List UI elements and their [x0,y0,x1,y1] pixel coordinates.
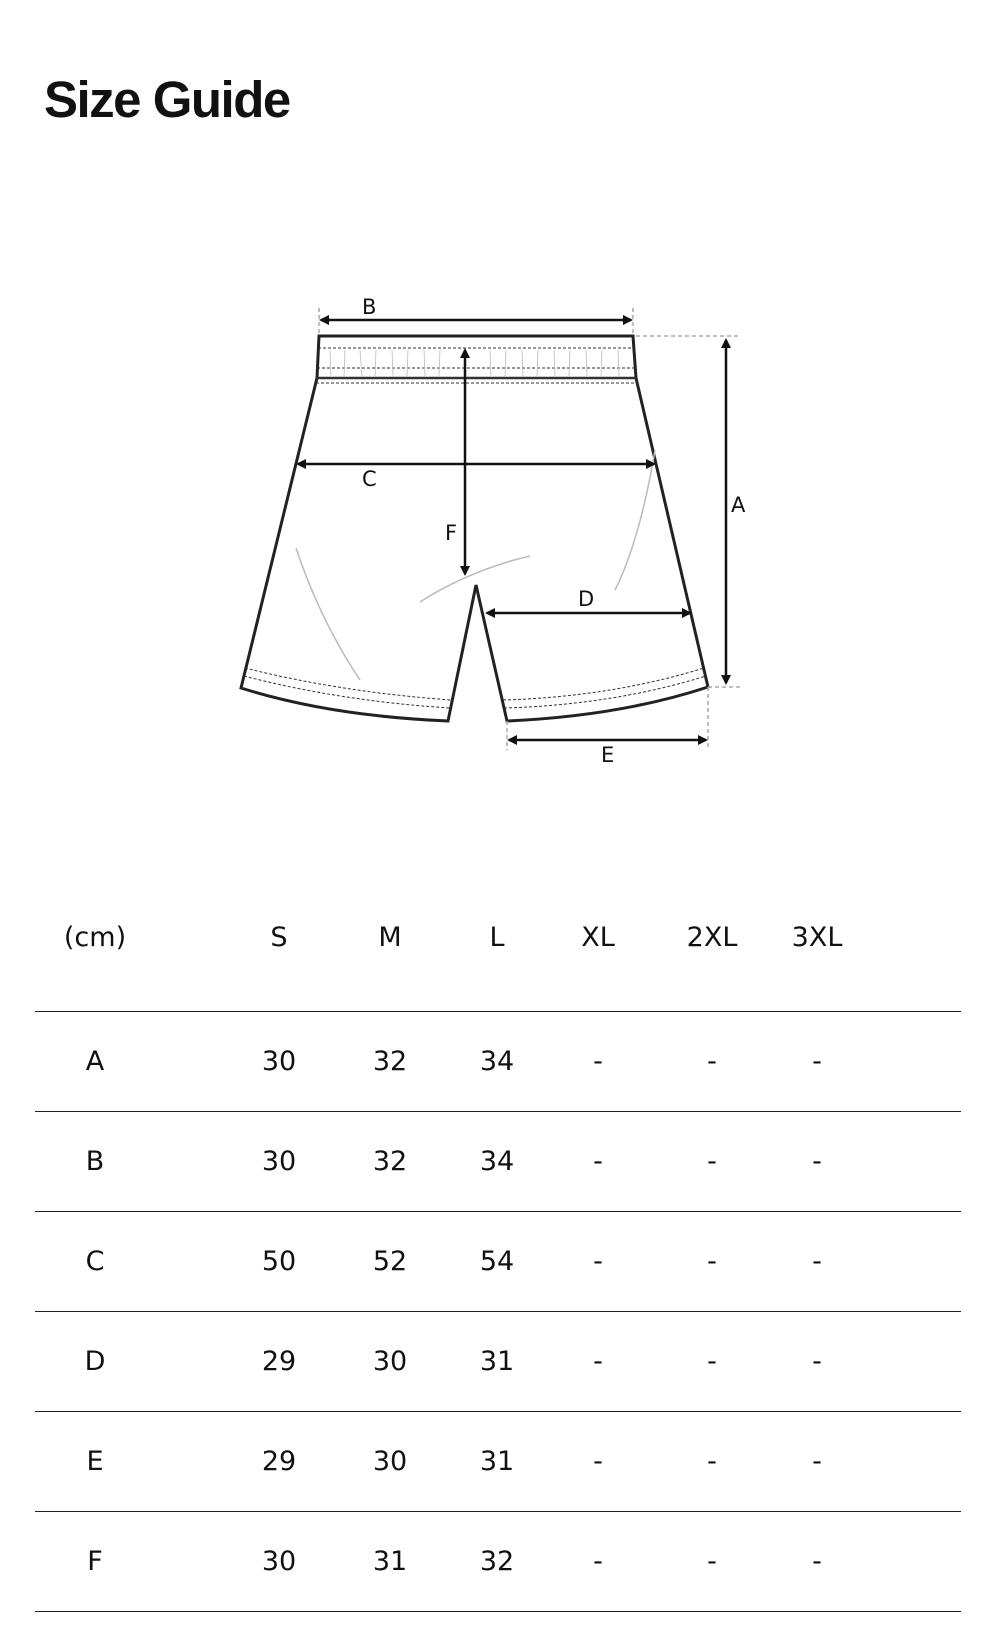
table-cell: - [707,1246,717,1277]
label-f: F [445,521,458,545]
table-cell: 32 [372,1046,408,1077]
table-cell: 31 [479,1346,515,1377]
table-cell: - [812,1246,822,1277]
reference-lines [319,308,740,750]
table-header-row [35,900,961,1012]
waistband [316,348,637,383]
table-cell: - [707,1146,717,1177]
table-cell: - [593,1146,603,1177]
row-label: F [87,1546,103,1577]
row-label: C [85,1246,105,1277]
table-cell: - [593,1246,603,1277]
table-cell: 34 [479,1046,515,1077]
fabric-folds [296,450,655,680]
row-label: E [86,1446,104,1477]
table-cell: 31 [479,1446,515,1477]
table-cell: 32 [479,1546,515,1577]
table-cell: 32 [372,1146,408,1177]
size-header-l: L [489,922,505,953]
label-e: E [601,743,615,767]
table-cell: 30 [261,1146,297,1177]
table-cell: 31 [372,1546,408,1577]
table-cell: 30 [372,1446,408,1477]
size-header-3xl: 3XL [791,922,843,953]
label-c: C [362,467,377,491]
table-cell: 50 [261,1246,297,1277]
table-cell: - [593,1046,603,1077]
table-cell: 34 [479,1146,515,1177]
table-row [35,1312,961,1412]
table-cell: - [593,1546,603,1577]
table-cell: - [812,1046,822,1077]
hem-stitching [244,668,706,708]
row-label: B [85,1146,105,1177]
table-cell: - [707,1546,717,1577]
table-cell: - [707,1446,717,1477]
table-cell: - [707,1046,717,1077]
table-cell: 29 [261,1446,297,1477]
table-cell: - [707,1346,717,1377]
page-title: Size Guide [44,71,290,128]
row-label: A [85,1046,105,1077]
table-cell: 54 [479,1246,515,1277]
table-row [35,1112,961,1212]
size-table [35,900,961,1612]
shorts-measurement-diagram [0,0,1000,820]
table-row [35,1412,961,1512]
table-cell: - [812,1546,822,1577]
table-cell: - [593,1346,603,1377]
table-cell: 29 [261,1346,297,1377]
table-cell: 52 [372,1246,408,1277]
label-d: D [578,587,595,611]
table-row [35,1512,961,1612]
table-cell: 30 [372,1346,408,1377]
row-label: D [84,1346,106,1377]
label-a: A [731,493,746,517]
label-b: B [362,295,377,319]
size-header-s: S [270,922,288,953]
table-cell: 30 [261,1046,297,1077]
table-row [35,1212,961,1312]
table-cell: - [812,1446,822,1477]
unit-header: (cm) [63,922,127,953]
size-header-m: M [378,922,402,953]
table-cell: - [593,1446,603,1477]
table-row [35,1012,961,1112]
size-header-xl: XL [581,922,615,953]
table-cell: - [812,1346,822,1377]
table-cell: 30 [261,1546,297,1577]
table-cell: - [812,1146,822,1177]
size-header-2xl: 2XL [686,922,738,953]
waistband-gathers [330,350,619,376]
